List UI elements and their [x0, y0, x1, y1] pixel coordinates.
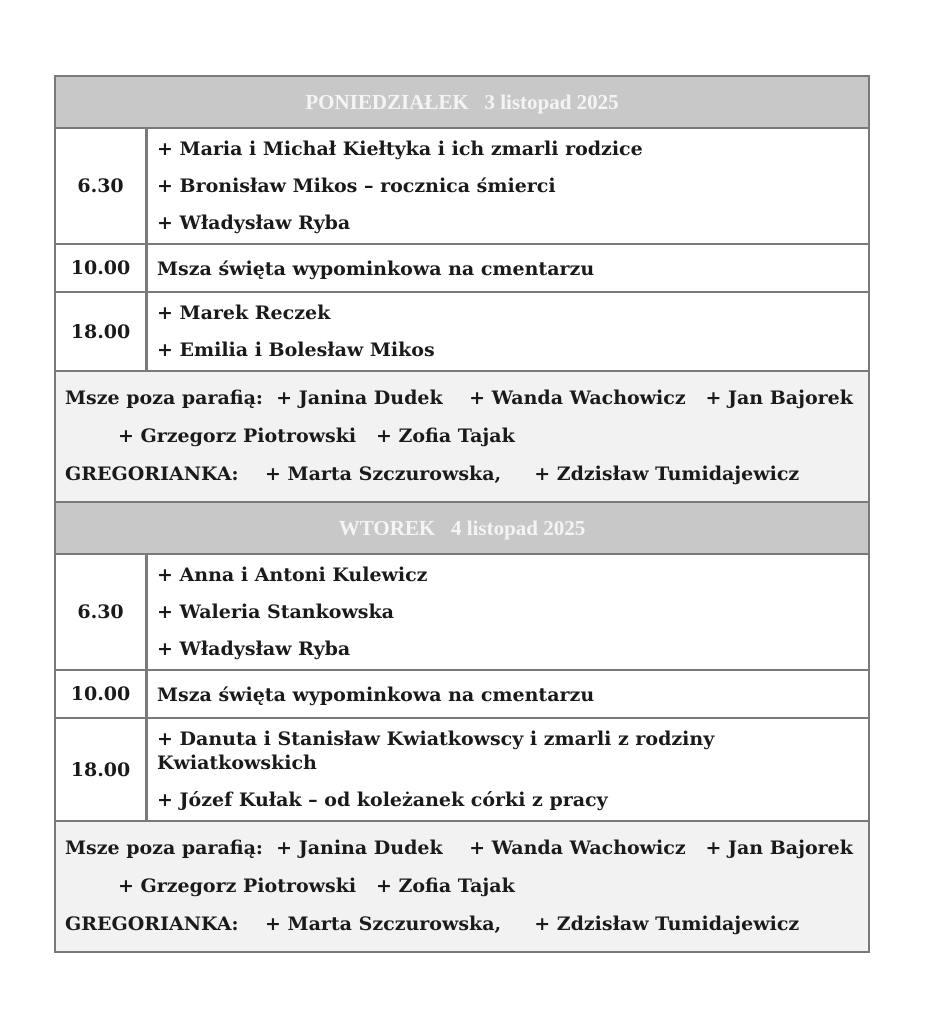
day-header-tuesday: WTOREK 4 listopad 2025: [56, 503, 868, 555]
intentions-cell: [148, 719, 868, 820]
outside-parish-line: + Grzegorz Piotrowski + Zofia Tajak: [118, 425, 515, 447]
intention: + Władysław Ryba: [157, 212, 351, 234]
mass-time: 6.30: [56, 555, 148, 669]
mass-time: 6.30: [56, 129, 148, 243]
intention: + Władysław Ryba: [157, 638, 351, 660]
mass-row: [56, 245, 868, 293]
gregorianka-line: GREGORIANKA: + Marta Szczurowska, + Zdzisław Tumidajewicz: [65, 913, 800, 935]
mass-row: [56, 671, 868, 719]
intention: + Marek Reczek: [157, 302, 331, 324]
intention: Msza święta wypominkowa na cmentarzu: [157, 258, 595, 280]
intentions-cell: [148, 245, 868, 291]
intention: + Waleria Stankowska: [157, 601, 394, 623]
intention: + Emilia i Bolesław Mikos: [157, 339, 435, 361]
mass-time: 18.00: [56, 719, 148, 820]
outside-parish-masses: [56, 822, 868, 951]
mass-schedule-table: [54, 75, 870, 953]
intention: + Bronisław Mikos – rocznica śmierci: [157, 175, 556, 197]
mass-time: 10.00: [56, 671, 148, 717]
intention: + Maria i Michał Kiełtyka i ich zmarli rodzice: [157, 138, 643, 160]
intentions-cell: [148, 129, 868, 243]
day-header-monday: PONIEDZIAŁEK 3 listopad 2025: [56, 77, 868, 129]
intention: + Anna i Antoni Kulewicz: [157, 564, 428, 586]
gregorianka-line: GREGORIANKA: + Marta Szczurowska, + Zdzisław Tumidajewicz: [65, 463, 800, 485]
outside-parish-masses: [56, 372, 868, 503]
outside-parish-line: Msze poza parafią: + Janina Dudek + Wanda Wachowicz + Jan Bajorek: [65, 387, 853, 409]
mass-row: [56, 555, 868, 671]
outside-parish-line: Msze poza parafią: + Janina Dudek + Wanda Wachowicz + Jan Bajorek: [65, 837, 853, 859]
intentions-cell: [148, 555, 868, 669]
mass-time: 10.00: [56, 245, 148, 291]
intention: + Danuta i Stanisław Kwiatkowscy i zmarli z rodziny Kwiatkowskich: [157, 728, 715, 774]
mass-time: 18.00: [56, 293, 148, 370]
intentions-cell: [148, 671, 868, 717]
mass-row: [56, 719, 868, 822]
mass-row: [56, 293, 868, 372]
intention: Msza święta wypominkowa na cmentarzu: [157, 684, 595, 706]
intentions-cell: [148, 293, 868, 370]
mass-row: [56, 129, 868, 245]
outside-parish-line: + Grzegorz Piotrowski + Zofia Tajak: [118, 875, 515, 897]
intention: + Józef Kułak – od koleżanek córki z pracy: [157, 789, 608, 811]
